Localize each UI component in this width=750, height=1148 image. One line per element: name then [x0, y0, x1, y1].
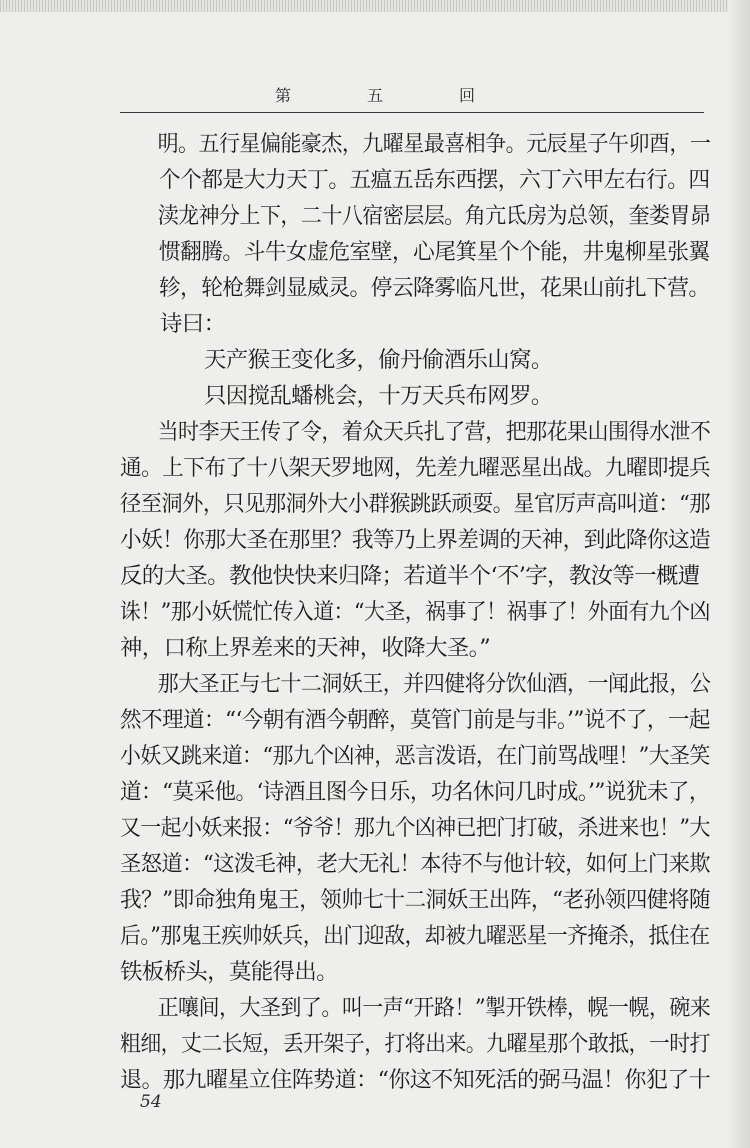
text-line: 退。那九曜星立住阵势道：“你这不知死活的弼马温！你犯了十 [120, 1067, 711, 1093]
text-line: 诛！”那小妖慌忙传入道：“大圣，祸事了！祸事了！外面有九个凶 [120, 599, 710, 625]
text-line: 小妖又跳来道：“那九个凶神，恶言泼语，在门前骂战哩！”大圣笑 [120, 743, 710, 769]
running-head-chapter: 第 五 回 [274, 86, 505, 105]
text-line: 然不理道：“‘今朝有酒今朝醉，莫管门前是与非。’”说不了，一起 [120, 707, 710, 733]
text-line: 通。上下布了十八架天罗地网，先差九曜恶星出战。九曜即提兵 [120, 455, 711, 481]
text-line: 圣怒道：“这泼毛神，老大无礼！本待不与他计较，如何上门来欺 [120, 851, 710, 877]
text-line: 渎龙神分上下，二十八宿密层层。角亢氐房为总领，奎娄胃昴 [157, 203, 711, 229]
text-line: 明。五行星偏能豪杰，九曜星最喜相争。元辰星子午卯酉，一 [157, 131, 711, 157]
page-number: 54 [140, 1092, 162, 1112]
page-gutter-shadow [728, 0, 750, 1148]
text-line: 道：“莫采他。‘诗酒且图今日乐，功名休问几时成。’”说犹未了， [120, 779, 710, 805]
text-line: 正嚷间，大圣到了。叫一声“开路！”掣开铁棒，幌一幌，碗来 [157, 995, 711, 1021]
text-line: 诗曰： [160, 311, 226, 337]
text-line: 反的大圣。教他快快来归降；若道半个‘不’字，教汝等一概遭 [120, 563, 700, 589]
page-top-edge [0, 0, 750, 12]
text-line: 小妖！你那大圣在那里？我等乃上界差调的天神，到此降你这造 [120, 527, 711, 553]
text-line: 径至洞外，只见那洞外大小群猴跳跃顽耍。星官厉声高叫道：“那 [120, 491, 710, 517]
text-line: 轸，轮枪舞剑显威灵。停云降雾临凡世，花果山前扎下营。 [158, 275, 710, 301]
text-line: 后。”那鬼王疾帅妖兵，出门迎敌，却被九曜恶星一齐掩杀，抵住在 [120, 923, 710, 949]
text-line: 个个都是大力天丁。五瘟五岳东西摆，六丁六甲左右行。四 [158, 167, 710, 193]
text-line: 只因搅乱蟠桃会，十万天兵布网罗。 [204, 383, 553, 409]
text-line: 粗细，丈二长短，丢开架子，打将出来。九曜星那个敢抵，一时打 [120, 1031, 710, 1057]
header-rule [120, 112, 704, 113]
text-line: 那大圣正与七十二洞妖王，并四健将分饮仙酒，一闻此报，公 [157, 671, 711, 697]
text-line: 神，口称上界差来的天神，收降大圣。” [120, 635, 491, 661]
text-line: 惯翻腾。斗牛女虚危室壁，心尾箕星个个能，井鬼柳星张翼 [158, 239, 710, 265]
text-line: 当时李天王传了令，着众天兵扎了营，把那花果山围得水泄不 [157, 419, 711, 445]
text-line: 我？”即命独角鬼王，领帅七十二洞妖王出阵，“老孙领四健将随 [120, 887, 711, 913]
text-line: 又一起小妖来报：“爷爷！那九个凶神已把门打破，杀进来也！”大 [120, 815, 710, 841]
text-line: 天产猴王变化多，偷丹偷酒乐山窝。 [204, 347, 553, 373]
text-line: 铁板桥头，莫能得出。 [120, 959, 338, 985]
body-text [120, 126, 710, 1098]
